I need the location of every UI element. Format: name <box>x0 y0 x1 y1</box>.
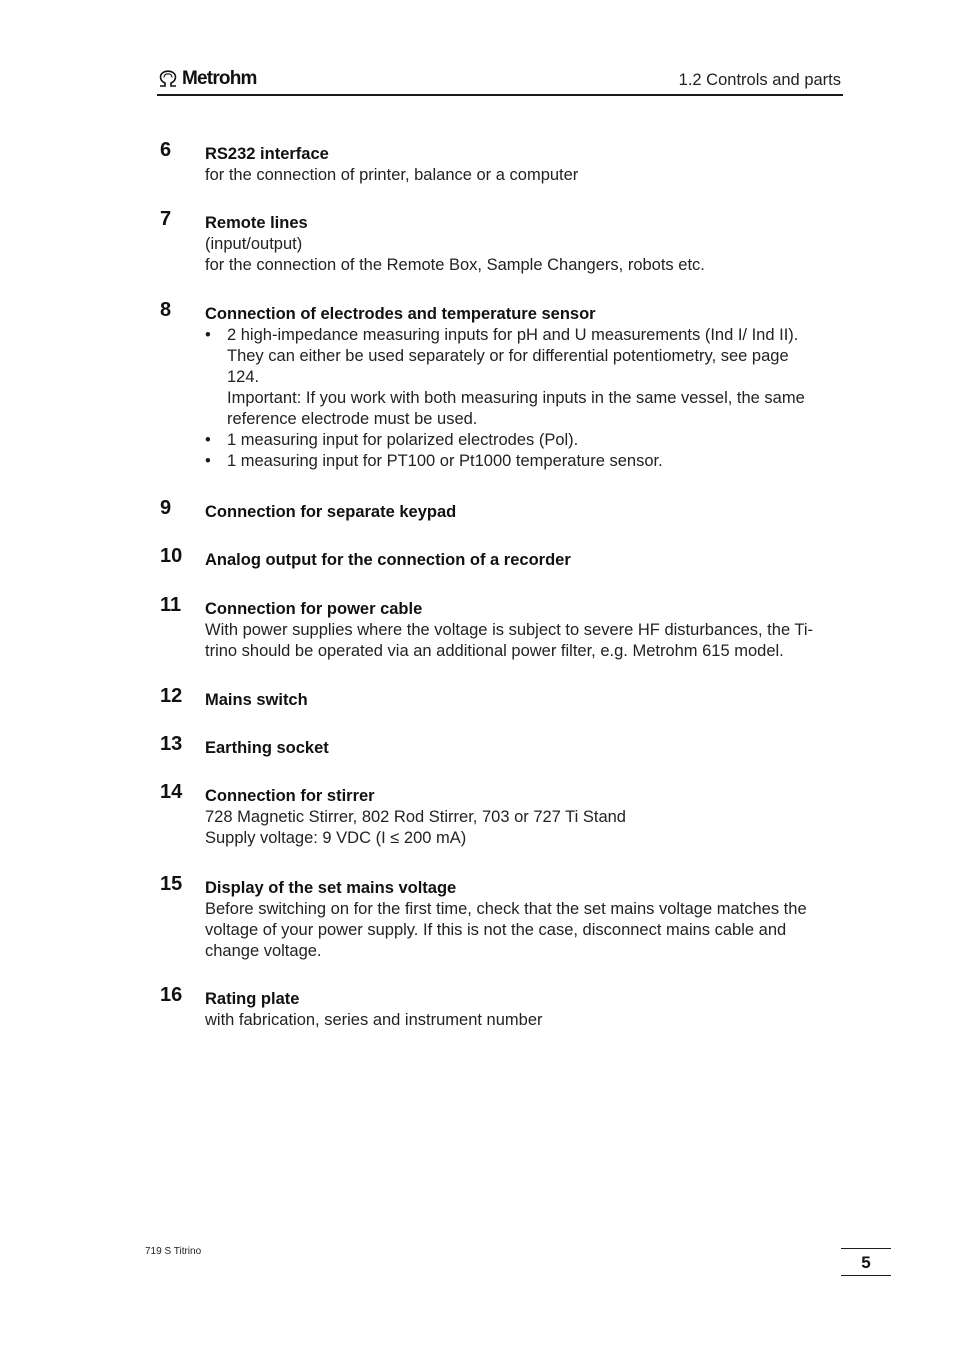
item-title: Connection of electrodes and temperature sensor <box>205 305 596 323</box>
item-title: Earthing socket <box>205 739 329 757</box>
bullet-text: Important: If you work with both measuring inputs in the same vessel, the same <box>227 389 805 407</box>
metrohm-omega-icon <box>157 70 179 88</box>
item-text: with fabrication, series and instrument number <box>205 1011 543 1029</box>
item-number: 6 <box>160 139 172 161</box>
item-title: Connection for separate keypad <box>205 503 457 521</box>
bullet-text: reference electrode must be used. <box>227 410 478 428</box>
bullet-item <box>205 451 845 472</box>
bullet-text: 1 measuring input for PT100 or Pt1000 temperature sensor. <box>227 452 663 470</box>
item-text: trino should be operated via an additional power filter, e.g. Metrohm 615 model. <box>205 642 784 660</box>
bullet-text: 124. <box>227 368 260 386</box>
item-number: 15 <box>160 873 183 895</box>
item-number: 9 <box>160 497 172 519</box>
item-text: (input/output) <box>205 235 303 253</box>
brand-name: Metrohm <box>182 68 257 89</box>
bullet-text: 1 measuring input for polarized electrodes (Pol). <box>227 431 579 449</box>
bullet-text: They can either be used separately or for differential potentiometry, see page <box>227 347 789 365</box>
page-header <box>157 64 843 96</box>
page-number: 5 <box>841 1248 891 1276</box>
item-text: for the connection of printer, balance or a computer <box>205 166 579 184</box>
item-number: 12 <box>160 685 183 707</box>
metrohm-logo <box>157 68 257 90</box>
item-title: Rating plate <box>205 990 300 1008</box>
bullet-icon: • <box>205 431 211 449</box>
item-title: RS232 interface <box>205 145 329 163</box>
item-number: 16 <box>160 984 183 1006</box>
item-title: Connection for power cable <box>205 600 423 618</box>
item-title: Connection for stirrer <box>205 787 375 805</box>
bullet-icon: • <box>205 326 211 344</box>
item-title: Remote lines <box>205 214 308 232</box>
item-text: With power supplies where the voltage is subject to severe HF disturbances, the Ti- <box>205 621 814 639</box>
item-text: voltage of your power supply. If this is not the case, disconnect mains cable and <box>205 921 787 939</box>
section-title: 1.2 Controls and parts <box>678 71 841 89</box>
item-text: Supply voltage: 9 VDC (I ≤ 200 mA) <box>205 829 467 847</box>
item-number: 14 <box>160 781 183 803</box>
item-title: Display of the set mains voltage <box>205 879 457 897</box>
item-number: 8 <box>160 299 172 321</box>
item-text: 728 Magnetic Stirrer, 802 Rod Stirrer, 703 or 727 Ti Stand <box>205 808 626 826</box>
item-text: Before switching on for the first time, check that the set mains voltage matches the <box>205 900 807 918</box>
footer-product: 719 S Titrino <box>145 1246 202 1257</box>
bullet-item <box>205 430 845 451</box>
item-title: Mains switch <box>205 691 308 709</box>
item-title: Analog output for the connection of a recorder <box>205 551 571 569</box>
item-text: for the connection of the Remote Box, Sample Changers, robots etc. <box>205 256 705 274</box>
item-number: 7 <box>160 208 172 230</box>
bullet-icon: • <box>205 452 211 470</box>
bullet-text: 2 high-impedance measuring inputs for pH and U measurements (Ind I/ Ind II). <box>227 326 799 344</box>
bullet-item <box>205 325 845 430</box>
item-number: 10 <box>160 545 183 567</box>
item-text: change voltage. <box>205 942 322 960</box>
bullet-list <box>205 325 845 472</box>
item-number: 13 <box>160 733 183 755</box>
item-number: 11 <box>160 594 182 616</box>
